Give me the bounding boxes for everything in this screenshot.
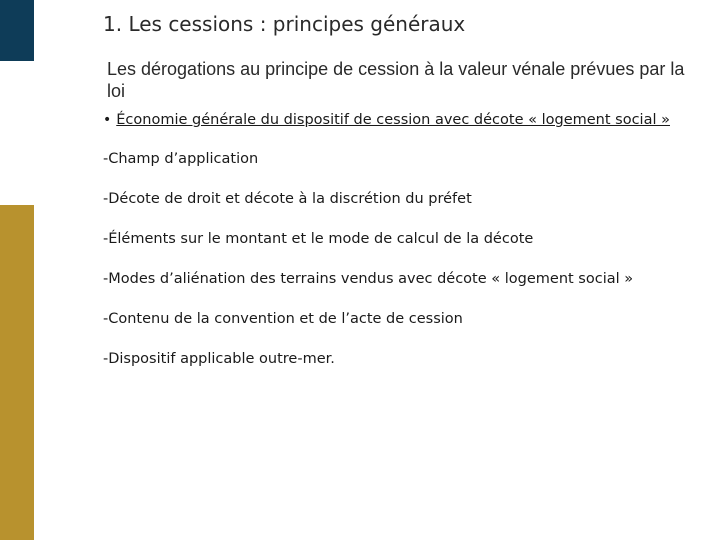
list-item: -Contenu de la convention et de l’acte de cession: [103, 311, 463, 327]
list-item: -Éléments sur le montant et le mode de calcul de la décote: [103, 231, 534, 247]
slide-subtitle: Les dérogations au principe de cession à la valeur vénale prévues par la loi: [107, 59, 685, 101]
bullet-marker: •: [103, 112, 112, 128]
list-item: -Modes d’aliénation des terrains vendus avec décote « logement social »: [103, 271, 634, 287]
sub-items-list: [103, 149, 633, 389]
list-item: -Champ d’application: [103, 151, 259, 167]
main-bullet-text: Économie générale du dispositif de cession avec décote « logement social »: [116, 112, 670, 128]
slide-title: 1. Les cessions : principes généraux: [103, 12, 466, 36]
main-bullet: [103, 110, 720, 130]
list-item: -Dispositif applicable outre-mer.: [103, 351, 335, 367]
list-item: -Décote de droit et décote à la discrétion du préfet: [103, 191, 472, 207]
bottom-accent-bar: [0, 205, 34, 540]
top-accent-bar: [0, 0, 34, 61]
